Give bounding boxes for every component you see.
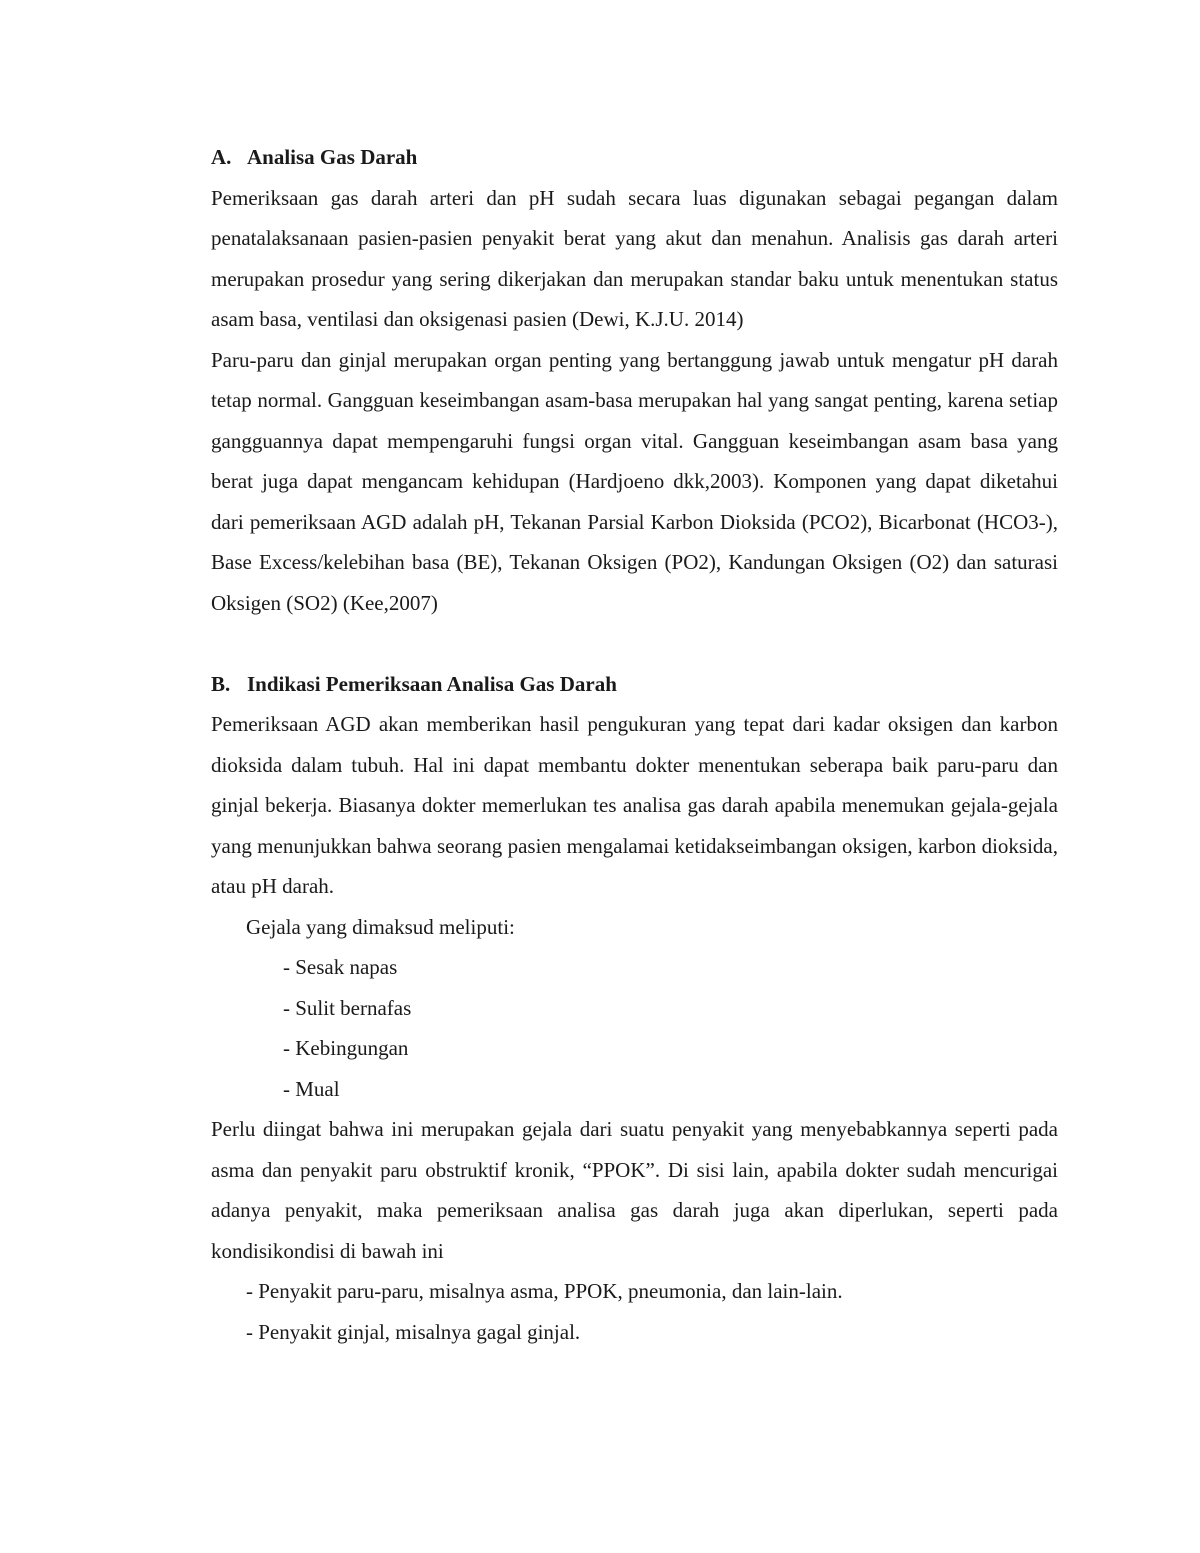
section-a-paragraph-2: Paru-paru dan ginjal merupakan organ penting yang bertanggung jawab untuk mengatur pH darah tetap normal. Gangguan keseimbangan asam-basa merupakan hal yang sangat penting, karena setiap gangguannya dapat mempengaruhi fungsi organ vital. Gangguan keseimbangan asam basa yang berat juga dapat mengancam kehidupan (Hardjoeno dkk,2003). Komponen yang dapat diketahui dari pemeriksaan AGD adalah pH, Tekanan Parsial Karbon Dioksida (PCO2), Bicarbonat (HCO3-), Base Excess/kelebihan basa (BE), Tekanan Oksigen (PO2), Kandungan Oksigen (O2) dan saturasi Oksigen (SO2) (Kee,2007) — [211, 347, 1058, 615]
list-item: - Kebingungan — [283, 1036, 409, 1060]
section-b-heading — [211, 664, 1058, 705]
section-b-paragraph-1: Pemeriksaan AGD akan memberikan hasil pengukuran yang tepat dari kadar oksigen dan karbon dioksida dalam tubuh. Hal ini dapat membantu dokter menentukan seberapa baik paru-paru dan ginjal bekerja. Biasanya dokter memerlukan tes analisa gas darah apabila menemukan gejala-gejala yang menunjukkan bahwa seorang pasien mengalamai ketidakseimbangan oksigen, karbon dioksida, atau pH darah. — [211, 712, 1058, 898]
section-a-heading — [211, 137, 1058, 178]
section-a-title: Analisa Gas Darah — [247, 145, 418, 169]
section-b-paragraph-2: Perlu diingat bahwa ini merupakan gejala dari suatu penyakit yang menyebabkannya seperti pada asma dan penyakit paru obstruktif kronik, “PPOK”. Di sisi lain, apabila dokter sudah mencurigai adanya penyakit, maka pemeriksaan analisa gas darah juga akan diperlukan, seperti pada kondisikondisi di bawah ini — [211, 1117, 1058, 1263]
section-b-letter: B. — [211, 671, 231, 696]
section-a-paragraph-1: Pemeriksaan gas darah arteri dan pH sudah secara luas digunakan sebagai pegangan dalam penatalaksanaan pasien-pasien penyakit berat yang akut dan menahun. Analisis gas darah arteri merupakan prosedur yang sering dikerjakan dan merupakan standar baku untuk menentukan status asam basa, ventilasi dan oksigenasi pasien (Dewi, K.J.U. 2014) — [211, 185, 1058, 331]
list-item: - Sulit bernafas — [283, 995, 412, 1020]
list-item: - Penyakit ginjal, misalnya gagal ginjal. — [246, 1319, 581, 1344]
list-item: - Mual — [283, 1076, 340, 1101]
section-b-title: Indikasi Pemeriksaan Analisa Gas Darah — [247, 671, 617, 696]
section-a-letter: A. — [211, 145, 232, 169]
document-page — [211, 137, 1058, 1352]
symptoms-list — [211, 947, 1058, 1109]
conditions-list — [211, 1271, 1058, 1352]
list-item: - Sesak napas — [283, 955, 398, 979]
symptoms-intro: Gejala yang dimaksud meliputi: — [246, 914, 515, 939]
list-item: - Penyakit paru-paru, misalnya asma, PPOK, pneumonia, dan lain-lain. — [246, 1279, 843, 1303]
section-spacer — [211, 623, 1058, 664]
